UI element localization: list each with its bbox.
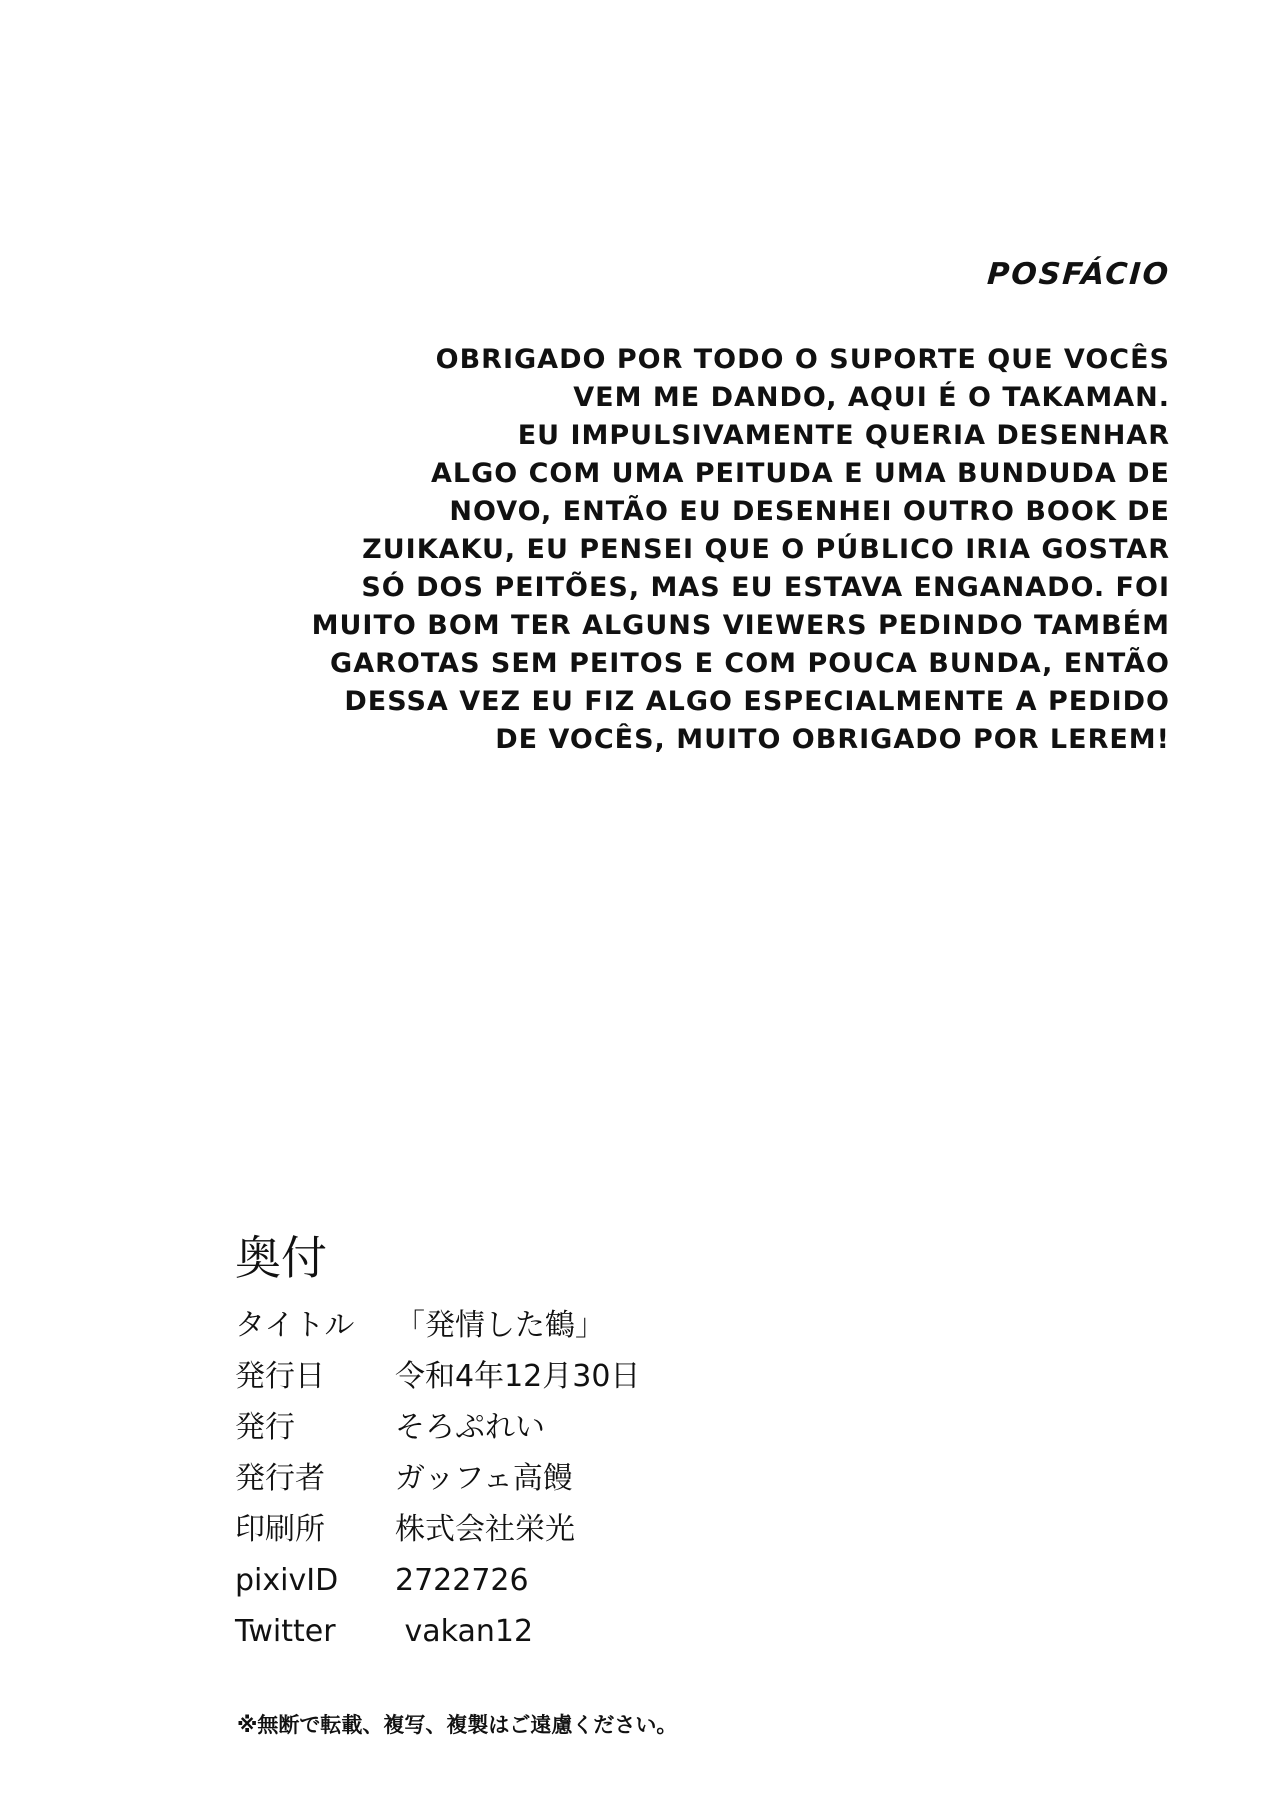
colophon-label: pixivID	[235, 1563, 339, 1598]
copyright-notice: ※無断で転載、複写、複製はご遠慮ください。	[237, 1713, 678, 1737]
afterword-line: SÓ DOS PEITÕES, MAS EU ESTAVA ENGANADO. FOI	[361, 572, 1170, 603]
afterword-title: POSFÁCIO	[986, 257, 1172, 292]
afterword-line: MUITO BOM TER ALGUNS VIEWERS PEDINDO TAMBÉM	[311, 610, 1170, 641]
afterword-line: GAROTAS SEM PEITOS E COM POUCA BUNDA, ENTÃO	[330, 648, 1170, 679]
colophon-value: 令和4年12月30日	[395, 1359, 641, 1394]
colophon-label: Twitter	[235, 1614, 336, 1649]
colophon-value: ガッフェ高饅	[395, 1461, 573, 1496]
colophon-label: 発行者	[235, 1461, 325, 1496]
colophon-value: vakan12	[395, 1614, 534, 1649]
colophon-value: 2722726	[395, 1563, 529, 1598]
colophon-label: 発行	[235, 1410, 295, 1445]
colophon-row-issuer	[235, 1453, 935, 1504]
colophon-section	[235, 1228, 935, 1657]
afterword-line: ZUIKAKU, EU PENSEI QUE O PÚBLICO IRIA GOSTAR	[362, 534, 1170, 565]
afterword-line: DESSA VEZ EU FIZ ALGO ESPECIALMENTE A PEDIDO	[344, 686, 1170, 717]
afterword-line: DE VOCÊS, MUITO OBRIGADO POR LEREM!	[495, 724, 1170, 755]
colophon-row-printer	[235, 1504, 935, 1555]
colophon-row-twitter	[235, 1606, 935, 1657]
colophon-row-publisher	[235, 1402, 935, 1453]
afterword-line: OBRIGADO POR TODO O SUPORTE QUE VOCÊS	[435, 344, 1170, 375]
colophon-label: 印刷所	[235, 1512, 325, 1547]
colophon-row-title	[235, 1300, 935, 1351]
afterword-line: EU IMPULSIVAMENTE QUERIA DESENHAR	[517, 420, 1170, 451]
colophon-heading: 奥付	[235, 1231, 327, 1285]
colophon-value: 「発情した鶴」	[395, 1308, 605, 1343]
colophon-row-date	[235, 1351, 935, 1402]
afterword-line: VEM ME DANDO, AQUI É O TAKAMAN.	[573, 382, 1170, 413]
colophon-value: そろぷれい	[395, 1410, 545, 1445]
colophon-row-pixiv	[235, 1555, 935, 1606]
colophon-label: 発行日	[235, 1359, 325, 1394]
afterword-line: ALGO COM UMA PEITUDA E UMA BUNDUDA DE	[431, 458, 1170, 489]
colophon-value: 株式会社栄光	[395, 1512, 575, 1547]
afterword-line: NOVO, ENTÃO EU DESENHEI OUTRO BOOK DE	[449, 496, 1170, 527]
afterword-body	[190, 341, 1170, 759]
colophon-label: タイトル	[235, 1308, 355, 1343]
afterword-section	[190, 255, 1170, 759]
